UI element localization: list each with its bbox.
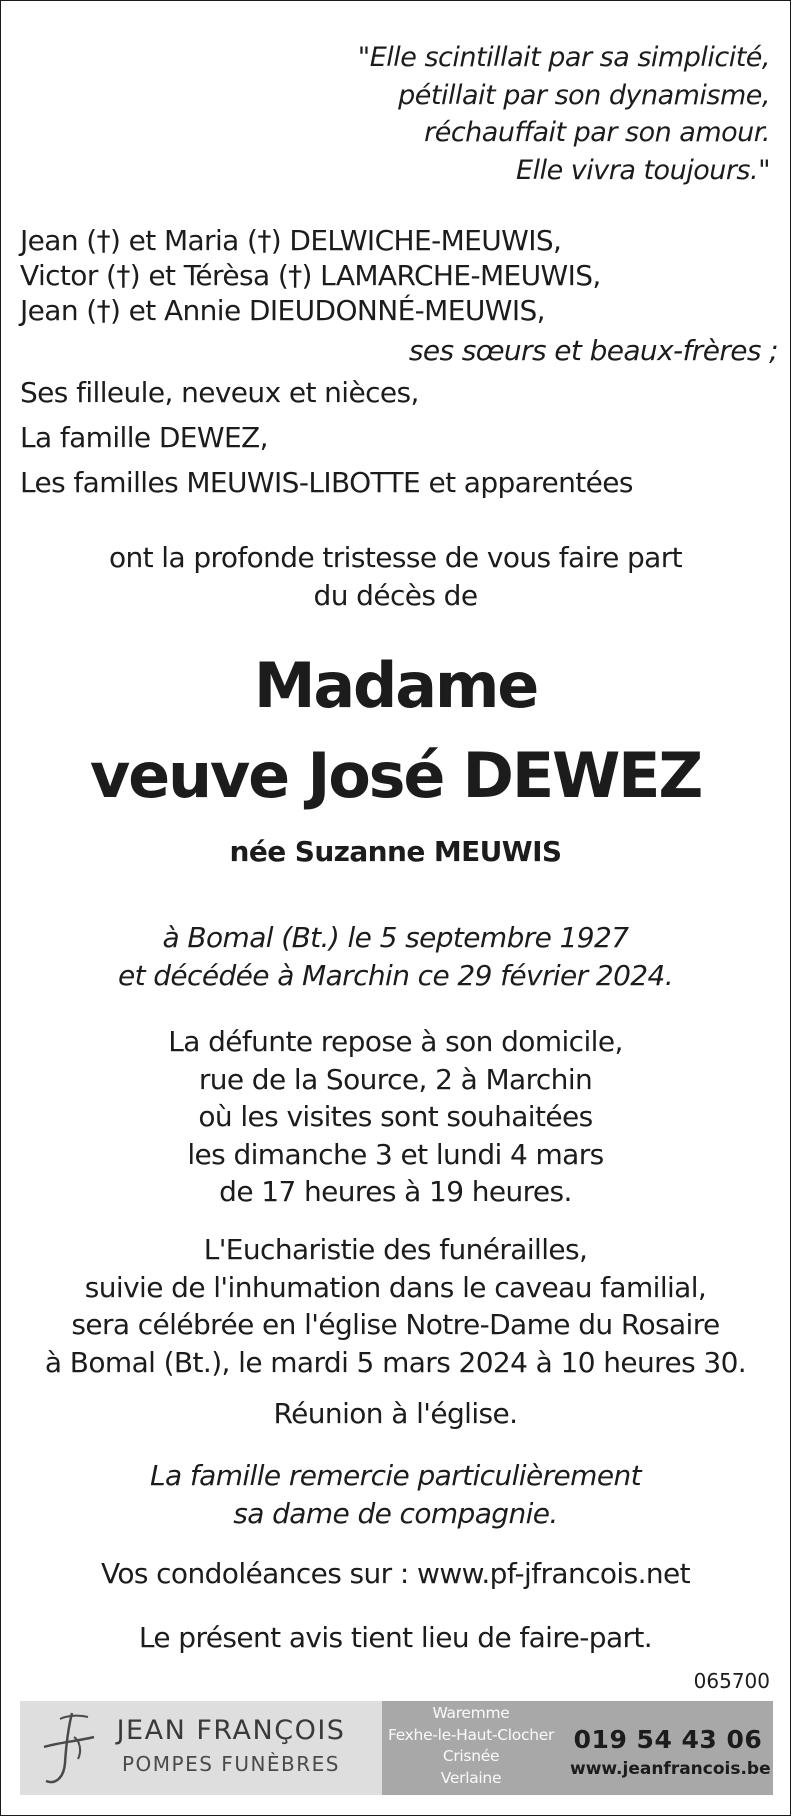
quote-line: Elle vivra toujours."	[516, 154, 770, 186]
contact-panel	[382, 1701, 773, 1795]
date-line: et décédée à Marchin ce 29 février 2024.	[117, 959, 674, 992]
birth-death-dates	[1, 919, 790, 995]
funeral-line: L'Eucharistie des funérailles,	[203, 1233, 588, 1266]
deceased-fullname: veuve José DEWEZ	[89, 739, 702, 812]
visitation-line: de 17 heures à 19 heures.	[219, 1175, 572, 1208]
condolences-link[interactable]: Vos condoléances sur : www.pf-jfrancois.net	[100, 1557, 691, 1590]
notice-statement: Le présent avis tient lieu de faire-part.	[138, 1621, 653, 1654]
visitation-line: où les visites sont souhaitées	[198, 1100, 593, 1133]
funeral-line: sera célébrée en l'église Notre-Dame du Rosaire	[71, 1308, 720, 1341]
visitation-line: La défunte repose à son domicile,	[168, 1025, 623, 1058]
brand-name: JEAN FRANÇOIS	[116, 1715, 346, 1746]
quote-line: réchauffait par son amour.	[424, 117, 770, 148]
visitation-info	[1, 1023, 790, 1211]
quote-line: pétillait par son dynamisme,	[398, 79, 770, 111]
sibling-line: Victor (†) et Térèsa (†) LAMARCHE-MEUWIS,	[20, 259, 601, 292]
phone-number[interactable]: 019 54 43 06	[573, 1725, 763, 1754]
visitation-line: les dimanche 3 et lundi 4 mars	[187, 1137, 604, 1171]
family-line: La famille DEWEZ,	[20, 421, 268, 454]
family-line: Les familles MEUWIS-LIBOTTE et apparentées	[20, 466, 633, 499]
visitation-line: rue de la Source, 2 à Marchin	[198, 1062, 593, 1096]
website-link[interactable]: www.jeanfrancois.be	[570, 1759, 771, 1779]
deceased-name	[1, 641, 790, 821]
town-item: Verlaine	[440, 1768, 502, 1787]
town-item: Waremme	[432, 1704, 510, 1722]
towns-list	[382, 1703, 560, 1789]
reference-number: 065700	[693, 1669, 770, 1693]
announcement-line: ont la profonde tristesse de vous faire part	[108, 541, 683, 574]
brand-block	[96, 1713, 366, 1779]
thanks-note	[1, 1457, 790, 1533]
jf-monogram-icon	[38, 1707, 98, 1789]
sibling-line: Jean (†) et Annie DIEUDONNÉ-MEUWIS,	[20, 294, 545, 327]
reunion-note: Réunion à l'église.	[273, 1397, 518, 1430]
siblings-role: ses sœurs et beaux-frères ;	[408, 334, 778, 367]
family-line: Ses filleule, neveux et nièces,	[20, 376, 419, 409]
funeral-home-banner	[20, 1701, 773, 1795]
maiden-name: née Suzanne MEUWIS	[229, 835, 562, 868]
family-list	[20, 223, 780, 505]
quote-line: "Elle scintillait par sa simplicité,	[357, 42, 770, 73]
brand-subtitle: POMPES FUNÈBRES	[122, 1752, 340, 1776]
town-item: Crisnée	[442, 1747, 500, 1765]
epitaph-quote	[358, 39, 770, 189]
deceased-title: Madame	[253, 649, 538, 722]
town-item: Fexhe-le-Haut-Clocher	[387, 1725, 555, 1744]
funeral-line: suivie de l'inhumation dans le caveau familial,	[84, 1270, 707, 1304]
funeral-info	[1, 1231, 790, 1381]
thanks-line: sa dame de compagnie.	[233, 1497, 558, 1530]
sibling-line: Jean (†) et Maria (†) DELWICHE-MEUWIS,	[20, 224, 562, 257]
date-line: à Bomal (Bt.) le 5 septembre 1927	[162, 921, 629, 954]
announcement	[1, 539, 790, 615]
thanks-line: La famille remercie particulièrement	[150, 1459, 641, 1492]
funeral-line: à Bomal (Bt.), le mardi 5 mars 2024 à 10 heures 30.	[44, 1345, 747, 1379]
announcement-line: du décès de	[313, 579, 478, 612]
